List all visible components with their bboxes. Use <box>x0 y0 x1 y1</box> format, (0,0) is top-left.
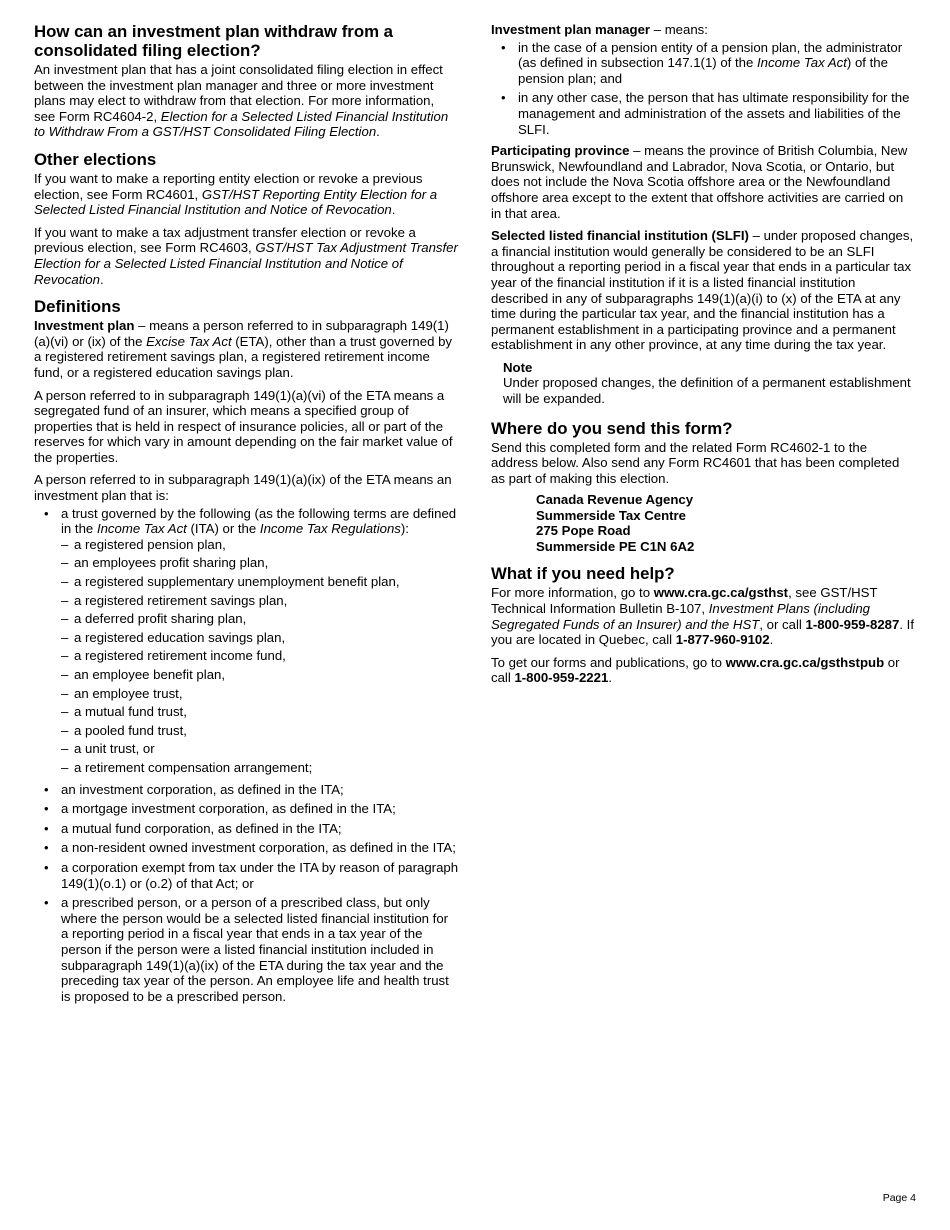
help-paragraph-2: To get our forms and publications, go to www.cra.gc.ca/gsthstpub or call 1-800-959-2221. <box>491 654 900 686</box>
slfi-definition: Selected listed financial institution (SLFI) – under proposed changes, a financial institution would generally be considered to be an SLFI throughout a reporting period in a fiscal year that ends in a particular tax year of the financial institution if it is a listed financial institution described in any of subparagraphs 149(1)(a)(i) to (x) of the ETA at any time during the particular tax year, and the financial institution has a permanent establishment in a participating province and a permanent establishment in any other province, at any time during the tax year. <box>491 228 914 353</box>
mailing-address <box>536 492 916 554</box>
other-elections-heading: Other elections <box>34 149 157 169</box>
address-line: Summerside Tax Centre <box>536 507 687 523</box>
note-text: Under proposed changes, the definition of a permanent establishment will be expanded. <box>503 375 911 407</box>
phone-number-publications: 1-800-959-2221 <box>514 670 609 686</box>
list-item: • a prescribed person, or a person of a prescribed class, but only where the person would be a selected listed financial institution for a reporting period in a fiscal year that ends in a tax year of the person if the person were a listed financial institution included in subparagraph 149(1)(a)(ix) of the ETA during the tax year and the preceding tax year of the person. An employee life and health trust is proposed to be a prescribed person. <box>34 895 459 1004</box>
list-item: • in any other case, the person that has ultimate responsibility for the management and administration of the assets and liabilities of the SLFI. <box>491 90 916 137</box>
dash-list-item: – a registered retirement savings plan, <box>61 593 459 609</box>
term-investment-plan: Investment plan <box>34 318 135 334</box>
form-rc4604-2-title: Election for a Selected Listed Financial Institution to Withdraw From a GST/HST Consolidated Filing Election <box>34 108 449 140</box>
dash-list-item: – an employee trust, <box>61 686 459 702</box>
gsthstpub-link[interactable]: www.cra.gc.ca/gsthstpub <box>725 654 885 670</box>
list-item: • a non-resident owned investment corporation, as defined in the ITA; <box>34 840 459 856</box>
trust-types-list <box>61 537 459 776</box>
list-item: • a corporation exempt from tax under the ITA by reason of paragraph 149(1)(o.1) or (o.2) of that Act; or <box>34 860 459 891</box>
note-title: Note <box>503 359 533 375</box>
help-section <box>491 564 916 686</box>
list-item: • a trust governed by the following (as the following terms are defined in the Income Tax Act (ITA) or the Income Tax Regulations): – a registered pension plan, – an employees profit sharing plan, – a registered supplementary unemployment benefit plan, – a registered retirement savings plan, – a deferred profit sharing plan, – a registered education savings plan, – a registered retirement income fund, – an employee benefit plan, – an employee trust, – a mutual fund trust, – a pooled fund trust, – a unit trust, or – a retirement compensation arrangement; <box>34 506 459 776</box>
investment-plan-manager-definition: Investment plan manager – means: <box>491 22 708 37</box>
send-heading: Where do you send this form? <box>491 418 733 438</box>
term-investment-plan-manager: Investment plan manager <box>491 22 651 37</box>
investment-plan-ix-paragraph: A person referred to in subparagraph 149(1)(a)(ix) of the ETA means an investment plan that is: <box>34 472 452 504</box>
left-column <box>34 22 459 1010</box>
help-heading: What if you need help? <box>491 564 675 584</box>
dash-list-item: – an employee benefit plan, <box>61 667 459 683</box>
list-item: • a mutual fund corporation, as defined in the ITA; <box>34 821 459 837</box>
bulletin-title: Investment Plans (including Segregated Funds of an Insurer) and the HST <box>491 601 870 632</box>
list-item: • in the case of a pension entity of a pension plan, the administrator (as defined in subsection 147.1(1) of the Income Tax Act) of the pension plan; and <box>491 40 916 87</box>
dash-list-item: – a registered education savings plan, <box>61 630 459 646</box>
withdraw-section <box>34 22 459 140</box>
dash-list-item: – a deferred profit sharing plan, <box>61 611 459 627</box>
phone-number: 1-800-959-8287 <box>805 616 900 632</box>
page-number: Page 4 <box>882 1192 916 1204</box>
dash-list-item: – a registered supplementary unemployment benefit plan, <box>61 574 459 590</box>
withdraw-heading: How can an investment plan withdraw from a consolidated filing election? <box>34 22 393 60</box>
definitions-section <box>34 297 459 1004</box>
investment-plan-manager-list <box>491 40 916 138</box>
phone-number-quebec: 1-877-960-9102 <box>675 632 770 648</box>
dash-list-item: – a registered retirement income fund, <box>61 648 459 664</box>
segregated-fund-paragraph: A person referred to in subparagraph 149(1)(a)(vi) of the ETA means a segregated fund of an insurer, which means a specified group of properties that is held in respect of insurance policies, all or part of the reserves for which vary in amount depending on the fair market value of the properties. <box>34 387 453 465</box>
other-elections-paragraph-1: If you want to make a reporting entity election or revoke a previous election, see Form RC4601, GST/HST Reporting Entity Election for a Selected Listed Financial Institution and Notice of Revocation. <box>34 170 438 218</box>
list-item: • a mortgage investment corporation, as defined in the ITA; <box>34 801 459 817</box>
definitions-heading: Definitions <box>34 297 121 317</box>
dash-list-item: – a pooled fund trust, <box>61 723 459 739</box>
withdraw-paragraph: An investment plan that has a joint consolidated filing election in effect between the investment plan manager and three or more investment plans may elect to withdraw from that election. For more information, see Form RC4604-2, Election for a Selected Listed Financial Institution to Withdraw From a GST/HST Consolidated Filing Election. <box>34 62 449 140</box>
address-line: 275 Pope Road <box>536 523 631 539</box>
investment-plan-list <box>34 506 459 776</box>
dash-list-item: – an employees profit sharing plan, <box>61 555 459 571</box>
dash-list-item: – a unit trust, or <box>61 741 459 757</box>
other-elections-paragraph-2: If you want to make a tax adjustment transfer election or revoke a previous election, see Form RC4603, GST/HST Tax Adjustment Transfer Election for a Selected Listed Financial Institution and Notice of Revocation. <box>34 224 458 287</box>
help-paragraph-1: For more information, go to www.cra.gc.ca/gsthst, see GST/HST Technical Information Bulletin B-107, Investment Plans (including Segregated Funds of an Insurer) and the HST, or call 1-800-959-8287. If you are located in Quebec, call 1-877-960-9102. <box>491 585 914 648</box>
form-rc4603-title: GST/HST Tax Adjustment Transfer Election for a Selected Listed Financial Institution and Notice of Revocation <box>34 240 458 287</box>
term-participating-province: Participating province <box>491 143 630 159</box>
send-section <box>491 419 916 555</box>
right-column <box>491 22 916 693</box>
dash-list-item: – a retirement compensation arrangement; <box>61 760 459 776</box>
send-paragraph: Send this completed form and the related Form RC4602-1 to the address below. Also send any Form RC4601 that has been completed as part of making this election. <box>491 439 900 486</box>
dash-list-item: – a registered pension plan, <box>61 537 459 553</box>
term-slfi: Selected listed financial institution (SLFI) <box>491 228 749 244</box>
other-elections-section <box>34 150 459 287</box>
form-rc4601-title: GST/HST Reporting Entity Election for a Selected Listed Financial Institution and Notice of Revocation <box>34 186 438 218</box>
dash-list-item: – a mutual fund trust, <box>61 704 459 720</box>
investment-plan-other-list <box>34 782 459 1005</box>
gsthst-link[interactable]: www.cra.gc.ca/gsthst <box>653 585 789 601</box>
note-box <box>503 360 916 407</box>
address-line: Canada Revenue Agency <box>536 492 694 508</box>
investment-plan-definition: Investment plan – means a person referred to in subparagraph 149(1)(a)(vi) or (ix) of the Excise Tax Act (ETA), other than a trust governed by a registered retirement savings plan, a registered retirement income fund, or a registered education savings plan. <box>34 318 453 380</box>
participating-province-definition: Participating province – means the province of British Columbia, New Brunswick, Newfoundland and Labrador, Nova Scotia, or Ontario, but does not include the Nova Scotia offshore area or the Newfoundland offshore area except to the extent that offshore activities are carried on in that area. <box>491 143 908 221</box>
list-item: • an investment corporation, as defined in the ITA; <box>34 782 459 798</box>
address-line: Summerside PE C1N 6A2 <box>536 538 695 554</box>
